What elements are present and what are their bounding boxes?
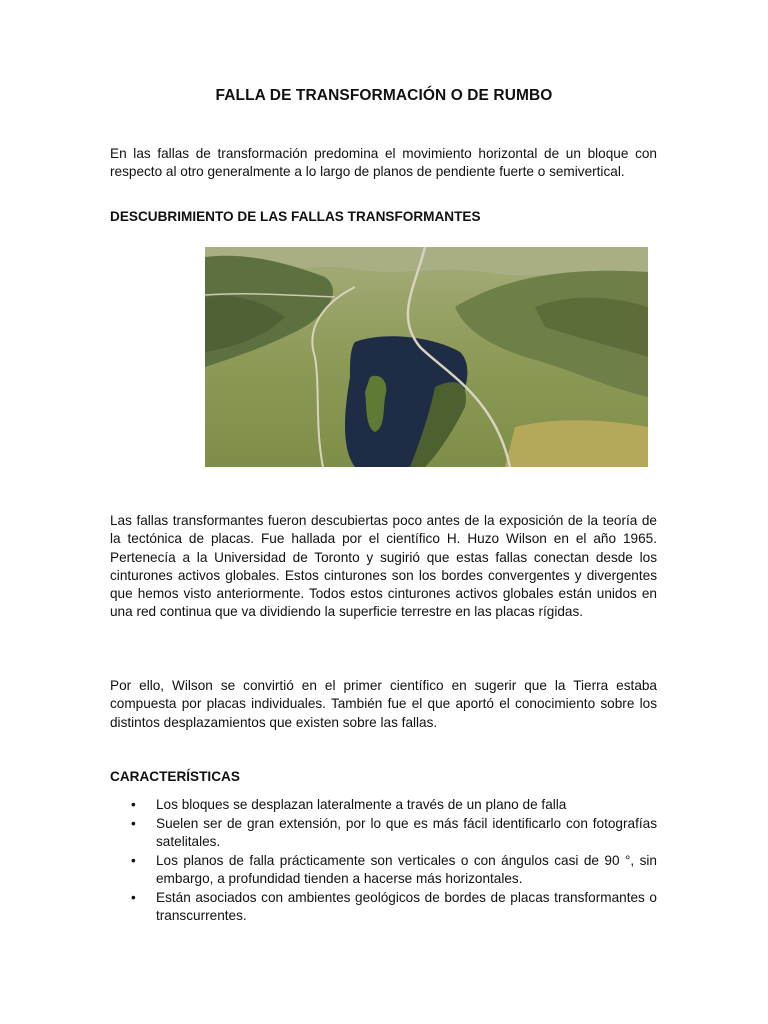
list-item-text: Los bloques se desplazan lateralmente a través de un plano de falla — [156, 797, 567, 812]
list-item-text: Están asociados con ambientes geológicos de bordes de placas transformantes o transcurrentes. — [156, 889, 657, 924]
discovery-paragraph: Las fallas transformantes fueron descubiertas poco antes de la exposición de la teoría de la tectónica de placas. Fue hallada por el científico H. Huzo Wilson en el año 1965. Pertenecía a la Universidad de Toronto y sugirió que estas fallas conectan desde los cinturones activos globales. Estos cinturones son los bordes convergentes y divergentes que hemos visto anteriormente. Todos estos cinturones activos globales están unidos en una red continua que va dividiendo la superficie terrestre en las placas rígidas. — [110, 513, 657, 620]
section-heading-characteristics: CARACTERÍSTICAS — [110, 769, 240, 784]
list-item — [110, 889, 657, 926]
wilson-paragraph: Por ello, Wilson se convirtió en el primer científico en sugerir que la Tierra estaba compuesta por placas individuales. También fue el que aportó el conocimiento sobre los distintos desplazamientos que existen sobre las fallas. — [110, 678, 657, 730]
intro-paragraph: En las fallas de transformación predomina el movimiento horizontal de un bloque con respecto al otro generalmente a lo largo de planos de pendiente fuerte o semivertical. — [110, 146, 657, 180]
list-item-text: Suelen ser de gran extensión, por lo que es más fácil identificarlo con fotografías satelitales. — [156, 815, 657, 850]
list-item — [110, 815, 657, 852]
list-item — [110, 796, 657, 814]
yellow-field — [505, 420, 648, 467]
list-item-text: Los planos de falla prácticamente son verticales o con ángulos casi de 90 °, sin embargo, a profundidad tienden a hacerse más horizontales. — [156, 852, 657, 887]
bullet-icon: • — [131, 889, 136, 905]
characteristics-list — [110, 796, 657, 926]
aerial-photo-illustration — [205, 247, 648, 467]
document-title: FALLA DE TRANSFORMACIÓN O DE RUMBO — [215, 87, 553, 104]
bullet-icon: • — [131, 852, 136, 868]
aerial-landscape-photo — [205, 247, 648, 467]
bullet-icon: • — [131, 797, 136, 812]
section-heading-discovery: DESCUBRIMIENTO DE LAS FALLAS TRANSFORMANTES — [110, 209, 481, 224]
list-item — [110, 852, 657, 889]
bullet-icon: • — [131, 815, 136, 831]
